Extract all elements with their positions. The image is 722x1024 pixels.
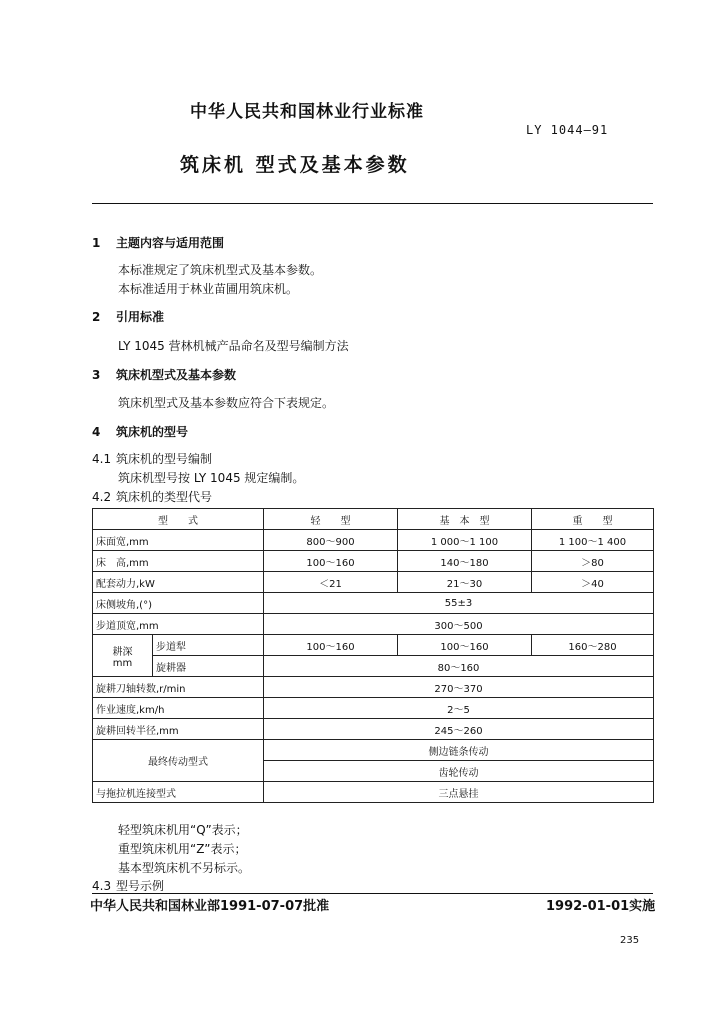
- cell-light: 100～160: [264, 551, 398, 572]
- effective-date: 1992-01-01实施: [546, 899, 656, 914]
- cell-all-types: 2～5: [264, 698, 654, 719]
- cell-light: 100～160: [264, 635, 398, 656]
- group-label-tillage-depth: 耕深 mm: [93, 635, 153, 677]
- standard-title: 中华人民共和国林业行业标准: [190, 102, 424, 122]
- cell-light: ＜21: [264, 572, 398, 593]
- header-cell-type: 型 式: [93, 509, 264, 530]
- section-4-3-heading: 4.3 型号示例: [92, 879, 165, 893]
- cell-heavy: 1 100～1 400: [532, 530, 654, 551]
- cell-light: 800～900: [264, 530, 398, 551]
- section-1-line-2: 本标准适用于林业苗圃用筑床机。: [118, 282, 299, 296]
- row-label: 配套动力,kW: [93, 572, 264, 593]
- sub-label-rotary-tiller: 旋耕器: [153, 656, 264, 677]
- row-label: 最终传动型式: [93, 740, 264, 782]
- table-row: [93, 782, 654, 803]
- cell-all-types: 三点悬挂: [264, 782, 654, 803]
- section-3-line-1: 筑床机型式及基本参数应符合下表规定。: [118, 396, 335, 410]
- table-row: [93, 572, 654, 593]
- cell-heavy: ＞80: [532, 551, 654, 572]
- table-header-row: [93, 509, 654, 530]
- note-line-3: 基本型筑床机不另标示。: [118, 861, 251, 875]
- section-2-line-1: LY 1045 营林机械产品命名及型号编制方法: [118, 339, 349, 353]
- cell-all-types: 侧边链条传动: [264, 740, 654, 761]
- row-label: 与拖拉机连接型式: [93, 782, 264, 803]
- table-row: [93, 740, 654, 761]
- cell-heavy: ＞40: [532, 572, 654, 593]
- footer-divider: [92, 893, 653, 894]
- table-row: [93, 656, 654, 677]
- table-row: [93, 677, 654, 698]
- header-cell-light: 轻 型: [264, 509, 398, 530]
- section-1-line-1: 本标准规定了筑床机型式及基本参数。: [118, 263, 323, 277]
- row-label: 床面宽,mm: [93, 530, 264, 551]
- section-4-1-line-1: 筑床机型号按 LY 1045 规定编制。: [118, 471, 305, 485]
- section-3-heading: 3 筑床机型式及基本参数: [92, 368, 237, 382]
- cell-all-types: 55±3: [264, 593, 654, 614]
- cell-basic: 1 000～1 100: [398, 530, 532, 551]
- row-label: 旋耕回转半径,mm: [93, 719, 264, 740]
- cell-basic: 100～160: [398, 635, 532, 656]
- type-parameter-table: [92, 508, 654, 803]
- cell-all-types: 300～500: [264, 614, 654, 635]
- row-label: 作业速度,km/h: [93, 698, 264, 719]
- table-row: [93, 635, 654, 656]
- document-title: 筑床机 型式及基本参数: [180, 154, 410, 176]
- table-row: [93, 614, 654, 635]
- page-number: 235: [620, 935, 640, 946]
- note-line-2: 重型筑床机用“Z”表示；: [118, 842, 247, 856]
- cell-all-types: 齿轮传动: [264, 761, 654, 782]
- section-4-heading: 4 筑床机的型号: [92, 425, 189, 439]
- cell-all-types: 270～370: [264, 677, 654, 698]
- approval-line: 中华人民共和国林业部1991-07-07批准: [90, 899, 330, 914]
- cell-basic: 21～30: [398, 572, 532, 593]
- header-divider: [92, 203, 653, 204]
- table-row: [93, 551, 654, 572]
- table-row: [93, 698, 654, 719]
- section-2-heading: 2 引用标准: [92, 310, 165, 324]
- cell-all-types: 80～160: [264, 656, 654, 677]
- standard-code: LY 1044—91: [526, 123, 609, 137]
- row-label: 床 高,mm: [93, 551, 264, 572]
- table-row: [93, 719, 654, 740]
- note-line-1: 轻型筑床机用“Q”表示；: [118, 823, 248, 837]
- section-1-heading: 1 主题内容与适用范围: [92, 236, 225, 250]
- header-cell-heavy: 重 型: [532, 509, 654, 530]
- table-row: [93, 593, 654, 614]
- section-4-2-heading: 4.2 筑床机的类型代号: [92, 490, 213, 504]
- section-4-1-heading: 4.1 筑床机的型号编制: [92, 452, 213, 466]
- header-cell-basic: 基 本 型: [398, 509, 532, 530]
- sub-label-path-plow: 步道犁: [153, 635, 264, 656]
- cell-heavy: 160～280: [532, 635, 654, 656]
- row-label: 步道顶宽,mm: [93, 614, 264, 635]
- row-label: 旋耕刀轴转数,r/min: [93, 677, 264, 698]
- row-label: 床侧坡角,(°): [93, 593, 264, 614]
- table-row: [93, 530, 654, 551]
- cell-all-types: 245～260: [264, 719, 654, 740]
- cell-basic: 140～180: [398, 551, 532, 572]
